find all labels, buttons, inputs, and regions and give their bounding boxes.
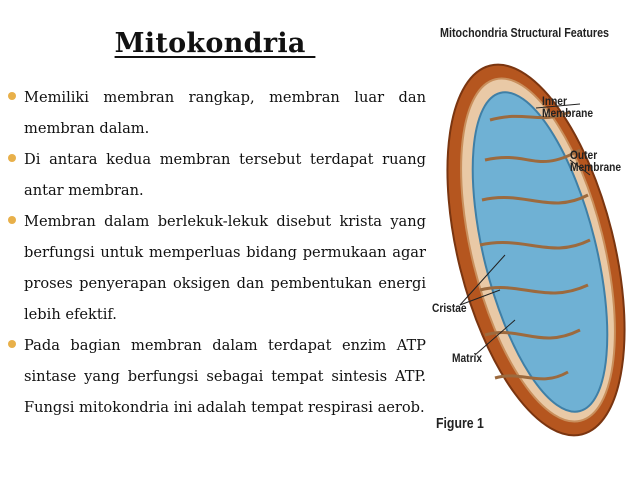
figure-caption: Figure 1 [436, 415, 484, 432]
label-matrix: Matrix [452, 351, 483, 365]
mitochondria-illustration [430, 0, 638, 479]
mitochondria-figure [430, 0, 638, 479]
slide-title-text: Mitokondria [114, 28, 316, 59]
bullet-item [8, 144, 426, 206]
bullet-item [8, 206, 426, 330]
bullet-dot-icon [8, 216, 16, 224]
bullet-dot-icon [8, 92, 16, 100]
label-outer-membrane: Outer Membrane [570, 148, 622, 174]
bullet-text: Di antara kedua membran tersebut terdapat ruang antar membran. [24, 151, 426, 199]
figure-title: Mitochondria Structural Features [440, 26, 610, 40]
label-cristae: Cristae [432, 301, 467, 315]
slide-title [0, 28, 430, 59]
bullet-text: Pada bagian membran dalam terdapat enzim ATP sintase yang berfungsi sebagai tempat sintesis ATP. Fungsi mitokondria ini adalah tempat respirasi aerob. [24, 337, 426, 416]
bullet-dot-icon [8, 340, 16, 348]
label-inner-membrane: Inner Membrane [542, 94, 594, 120]
bullet-item [8, 82, 426, 144]
bullet-text: Membran dalam berlekuk-lekuk disebut krista yang berfungsi untuk memperluas bidang permukaan agar proses penyerapan oksigen dan pembentukan energi lebih efektif. [24, 213, 426, 323]
bullet-dot-icon [8, 154, 16, 162]
bullet-item [8, 330, 426, 423]
bullet-list [8, 82, 426, 423]
bullet-text: Memiliki membran rangkap, membran luar dan membran dalam. [24, 89, 426, 137]
